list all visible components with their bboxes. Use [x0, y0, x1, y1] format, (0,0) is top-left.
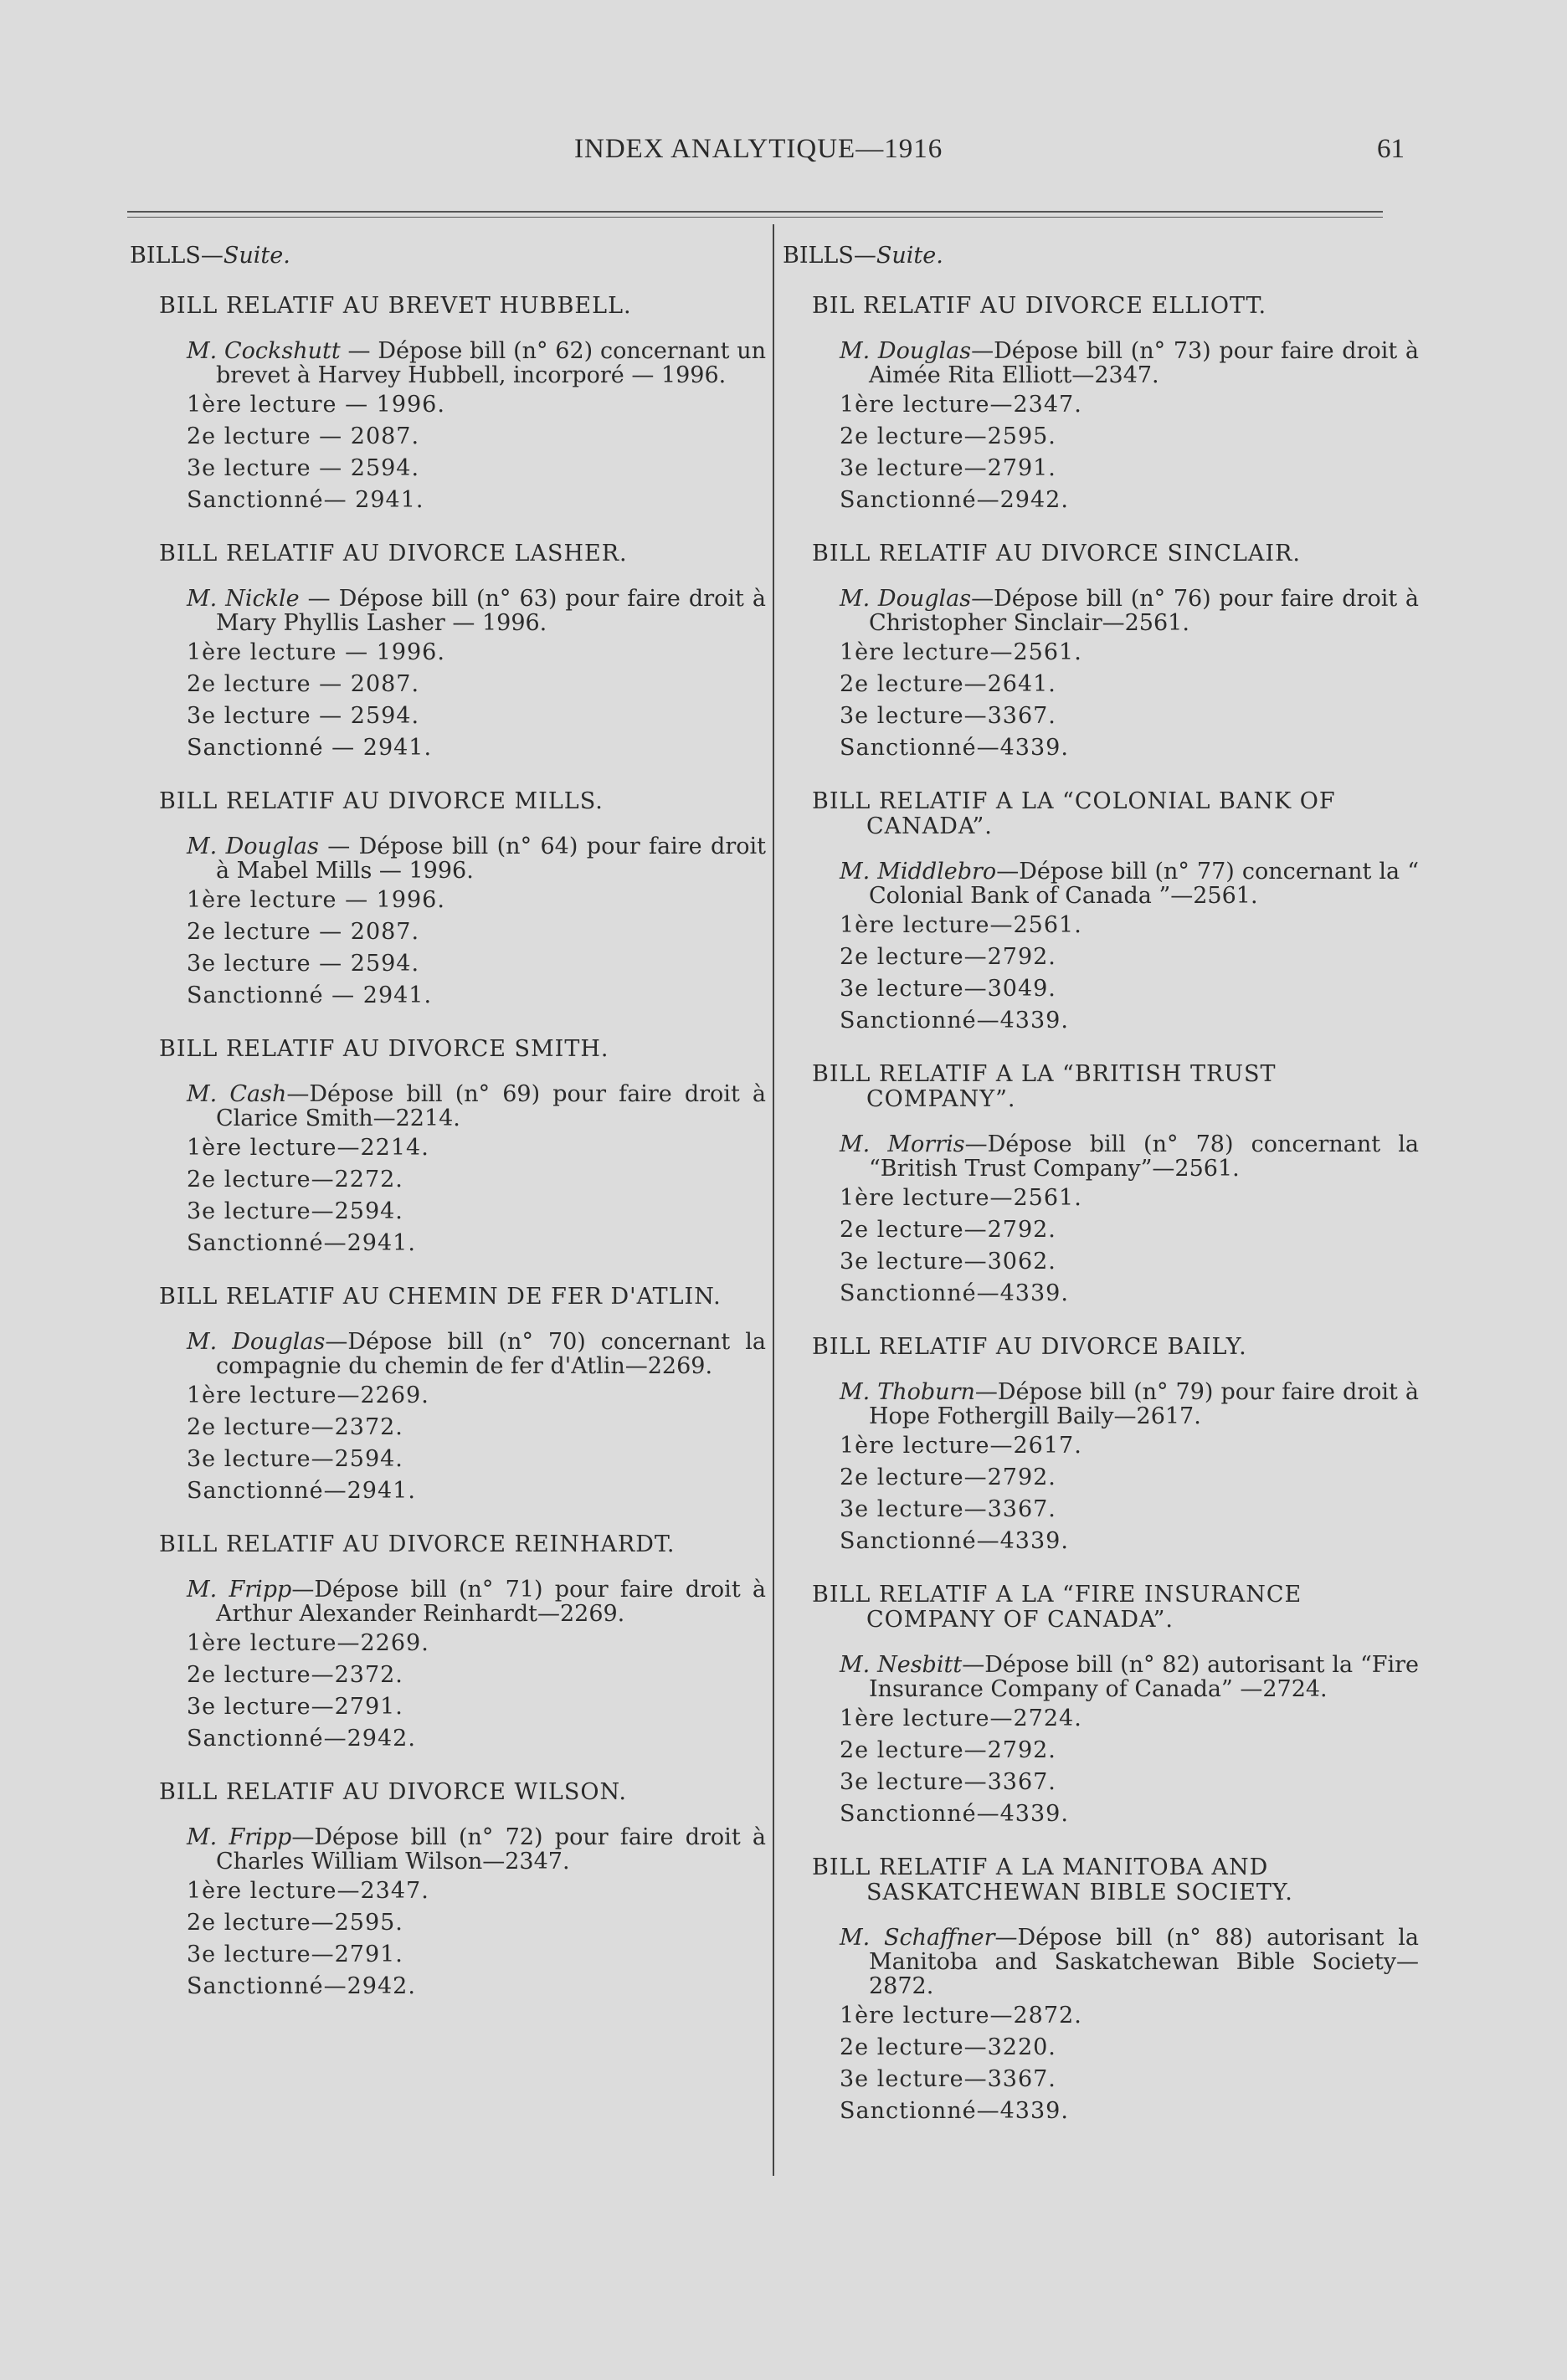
reading-line: 2e lecture — 2087.	[187, 423, 420, 449]
mover-name: M. Douglas	[187, 1329, 326, 1355]
page-header	[0, 134, 1567, 176]
mover-name: M. Nesbitt	[840, 1652, 963, 1678]
entry-body	[840, 1653, 1419, 1830]
reading-line: 2e lecture—2792.	[840, 1217, 1056, 1243]
reading-line: 1ère lecture—2561.	[840, 912, 1082, 938]
mover-name: M. Thoburn	[840, 1379, 975, 1405]
entry-text: —Dépose bill (n° 82) autorisant la “Fire Insurance Company of Canada” —2724.	[869, 1652, 1420, 1702]
entry-title: BILL RELATIF AU DIVORCE REINHARDT.	[159, 1531, 676, 1557]
reading-line: 2e lecture — 2087.	[187, 671, 420, 697]
index-entry	[130, 1532, 766, 1755]
mover-name: M. Douglas	[187, 834, 319, 859]
entry-text: —Dépose bill (n° 73) pour faire droit à Aimée Rita Elliott—2347.	[869, 338, 1419, 388]
reading-line: Sanctionné—4339.	[840, 1008, 1069, 1034]
entry-body	[840, 587, 1419, 764]
entry-title: BILL RELATIF AU DIVORCE MILLS.	[159, 788, 604, 814]
entry-title: BILL RELATIF A LA “COLONIAL BANK OF CANADA”.	[812, 788, 1336, 839]
reading-line: 1ère lecture—2561.	[840, 1185, 1082, 1211]
reading-line: 2e lecture—2641.	[840, 671, 1056, 697]
entry-title: BILL RELATIF AU CHEMIN DE FER D'ATLIN.	[159, 1284, 722, 1310]
mover-name: M. Schaffner	[840, 1925, 995, 1951]
mover-name: M. Middlebro	[840, 859, 997, 885]
mover-name: M. Cockshutt	[187, 338, 341, 364]
reading-line: Sanctionné—2942.	[187, 1726, 416, 1752]
entry-title: BILL RELATIF AU DIVORCE SMITH.	[159, 1036, 609, 1062]
entry-text: —Dépose bill (n° 71) pour faire droit à Arthur Alexander Reinhardt—2269.	[216, 1577, 767, 1627]
column-divider	[773, 224, 774, 2176]
entry-description	[840, 1132, 1419, 1181]
entry-body	[187, 1330, 766, 1507]
reading-line: Sanctionné—4339.	[840, 735, 1069, 761]
entry-description	[840, 339, 1419, 387]
reading-line: Sanctionné — 2941.	[187, 982, 433, 1008]
index-entry	[783, 789, 1419, 1037]
reading-line: 1ère lecture — 1996.	[187, 392, 445, 418]
mover-name: M. Fripp	[187, 1824, 292, 1850]
reading-line: 1ère lecture — 1996.	[187, 639, 445, 665]
entry-title: BILL RELATIF A LA “BRITISH TRUST COMPANY”.	[812, 1061, 1277, 1112]
entry-description	[840, 1653, 1419, 1701]
reading-line: 2e lecture—2792.	[840, 1737, 1056, 1763]
reading-line: 1ère lecture—2214.	[187, 1135, 429, 1161]
reading-line: 3e lecture — 2594.	[187, 703, 420, 729]
index-entry	[130, 541, 766, 764]
reading-line: 1ère lecture—2872.	[840, 2003, 1082, 2029]
entry-description	[840, 1926, 1419, 1998]
entry-description	[187, 834, 766, 883]
entry-description	[187, 1330, 766, 1378]
entry-text: —Dépose bill (n° 88) autorisant la Manitoba and Saskatchewan Bible Society—2872.	[869, 1925, 1419, 1999]
reading-line: 2e lecture—2372.	[187, 1662, 403, 1688]
entry-description	[187, 1082, 766, 1131]
reading-line: 2e lecture—2595.	[187, 1910, 403, 1936]
entry-text: — Dépose bill (n° 64) pour faire droit à Mabel Mills — 1996.	[216, 834, 766, 884]
index-entry	[130, 1780, 766, 2003]
index-entry	[783, 1062, 1419, 1310]
index-entry	[783, 1335, 1419, 1557]
reading-line: 3e lecture—3062.	[840, 1249, 1056, 1275]
header-rule	[127, 211, 1383, 218]
entry-title: BIL RELATIF AU DIVORCE ELLIOTT.	[812, 293, 1267, 319]
entry-description	[187, 587, 766, 635]
reading-line: 3e lecture — 2594.	[187, 951, 420, 977]
index-entry	[130, 1037, 766, 1259]
reading-line: Sanctionné—2941.	[187, 1230, 416, 1256]
entry-title: BILL RELATIF AU DIVORCE WILSON.	[159, 1779, 627, 1805]
reading-line: 3e lecture—3367.	[840, 703, 1056, 729]
entry-title: BILL RELATIF AU BREVET HUBBELL.	[159, 293, 632, 319]
entry-body	[840, 1926, 1419, 2127]
entry-body	[840, 1380, 1419, 1557]
reading-line: 3e lecture—2791.	[187, 1941, 403, 1967]
entry-text: — Dépose bill (n° 62) concernant un brevet à Harvey Hubbell, incorporé — 1996.	[216, 338, 767, 388]
entry-text: —Dépose bill (n° 72) pour faire droit à Charles William Wilson—2347.	[216, 1824, 767, 1875]
entry-title: BILL RELATIF AU DIVORCE BAILY.	[812, 1334, 1247, 1360]
reading-line: 1ère lecture—2269.	[187, 1630, 429, 1656]
reading-line: Sanctionné—2941.	[187, 1478, 416, 1504]
right-column	[783, 243, 1419, 2152]
entry-body	[840, 339, 1419, 516]
mover-name: M. Nickle	[187, 586, 300, 612]
entry-body	[840, 1132, 1419, 1310]
reading-line: 3e lecture—3367.	[840, 1496, 1056, 1522]
section-continued-heading: BILLS—Suite.	[130, 243, 290, 269]
reading-line: Sanctionné—2942.	[187, 1973, 416, 1999]
index-entry	[783, 541, 1419, 764]
reading-line: 3e lecture—3367.	[840, 2066, 1056, 2092]
index-entry	[783, 294, 1419, 516]
index-entry	[783, 1855, 1419, 2127]
reading-line: 2e lecture—2792.	[840, 1464, 1056, 1490]
entry-body	[187, 1825, 766, 2003]
entry-description	[840, 859, 1419, 908]
reading-line: 3e lecture—2791.	[840, 455, 1056, 481]
entry-body	[187, 1082, 766, 1259]
reading-line: 3e lecture—3049.	[840, 976, 1056, 1002]
section-continued-heading: BILLS—Suite.	[783, 243, 943, 269]
entry-text: —Dépose bill (n° 70) concernant la compagnie du chemin de fer d'Atlin—2269.	[216, 1329, 766, 1379]
reading-line: 1ère lecture—2347.	[187, 1878, 429, 1904]
entry-title: BILL RELATIF AU DIVORCE SINCLAIR.	[812, 541, 1301, 567]
index-entry	[783, 1582, 1419, 1830]
entry-body	[187, 587, 766, 764]
reading-line: Sanctionné—4339.	[840, 2098, 1069, 2124]
index-entry	[130, 294, 766, 516]
entry-text: —Dépose bill (n° 77) concernant la “ Colonial Bank of Canada ”—2561.	[869, 859, 1419, 909]
mover-name: M. Fripp	[187, 1577, 292, 1603]
entry-body	[840, 859, 1419, 1037]
reading-line: 2e lecture — 2087.	[187, 919, 420, 945]
entry-description	[187, 1577, 766, 1626]
reading-line: Sanctionné—4339.	[840, 1801, 1069, 1827]
reading-line: 1ère lecture—2269.	[187, 1382, 429, 1408]
entry-title: BILL RELATIF A LA MANITOBA AND SASKATCHEWAN BIBLE SOCIETY.	[812, 1854, 1293, 1906]
reading-line: 3e lecture — 2594.	[187, 455, 420, 481]
index-entry	[130, 1285, 766, 1507]
reading-line: Sanctionné—4339.	[840, 1528, 1069, 1554]
left-column	[130, 243, 766, 2028]
reading-line: 2e lecture—2595.	[840, 423, 1056, 449]
reading-line: 3e lecture—2594.	[187, 1198, 403, 1224]
mover-name: M. Cash	[187, 1081, 287, 1107]
mover-name: M. Morris	[840, 1131, 965, 1157]
entry-text: —Dépose bill (n° 76) pour faire droit à Christopher Sinclair—2561.	[869, 586, 1419, 636]
reading-line: 2e lecture—3220.	[840, 2034, 1056, 2060]
entry-body	[187, 834, 766, 1012]
reading-line: 1ère lecture—2347.	[840, 392, 1082, 418]
reading-line: Sanctionné—4339.	[840, 1280, 1069, 1306]
reading-line: 1ère lecture—2724.	[840, 1705, 1082, 1731]
reading-line: 3e lecture—2594.	[187, 1446, 403, 1472]
mover-name: M. Douglas	[840, 338, 972, 364]
entry-text: —Dépose bill (n° 69) pour faire droit à Clarice Smith—2214.	[216, 1081, 766, 1131]
index-entry	[130, 789, 766, 1012]
reading-line: 1ère lecture—2561.	[840, 639, 1082, 665]
reading-line: 3e lecture—2791.	[187, 1694, 403, 1720]
reading-line: 2e lecture—2372.	[187, 1414, 403, 1440]
reading-line: Sanctionné — 2941.	[187, 735, 433, 761]
entry-body	[187, 339, 766, 516]
entry-title: BILL RELATIF AU DIVORCE LASHER.	[159, 541, 628, 567]
entry-text: —Dépose bill (n° 78) concernant la “British Trust Company”—2561.	[869, 1131, 1419, 1182]
reading-line: Sanctionné—2942.	[840, 487, 1069, 513]
reading-line: 3e lecture—3367.	[840, 1769, 1056, 1795]
page-title: INDEX ANALYTIQUE—1916	[574, 134, 943, 164]
entry-text: — Dépose bill (n° 63) pour faire droit à Mary Phyllis Lasher — 1996.	[216, 586, 767, 636]
mover-name: M. Douglas	[840, 586, 972, 612]
entry-description	[187, 1825, 766, 1874]
entry-description	[840, 587, 1419, 635]
entry-description	[840, 1380, 1419, 1429]
entry-description	[187, 339, 766, 387]
entry-title: BILL RELATIF A LA “FIRE INSURANCE COMPANY OF CANADA”.	[812, 1582, 1302, 1633]
entry-text: —Dépose bill (n° 79) pour faire droit à Hope Fothergill Baily—2617.	[869, 1379, 1419, 1429]
reading-line: 1ère lecture — 1996.	[187, 887, 445, 913]
entry-body	[187, 1577, 766, 1755]
reading-line: Sanctionné— 2941.	[187, 487, 424, 513]
page-number: 61	[1377, 134, 1405, 164]
reading-line: 2e lecture—2272.	[187, 1167, 403, 1193]
reading-line: 2e lecture—2792.	[840, 944, 1056, 970]
reading-line: 1ère lecture—2617.	[840, 1433, 1082, 1459]
